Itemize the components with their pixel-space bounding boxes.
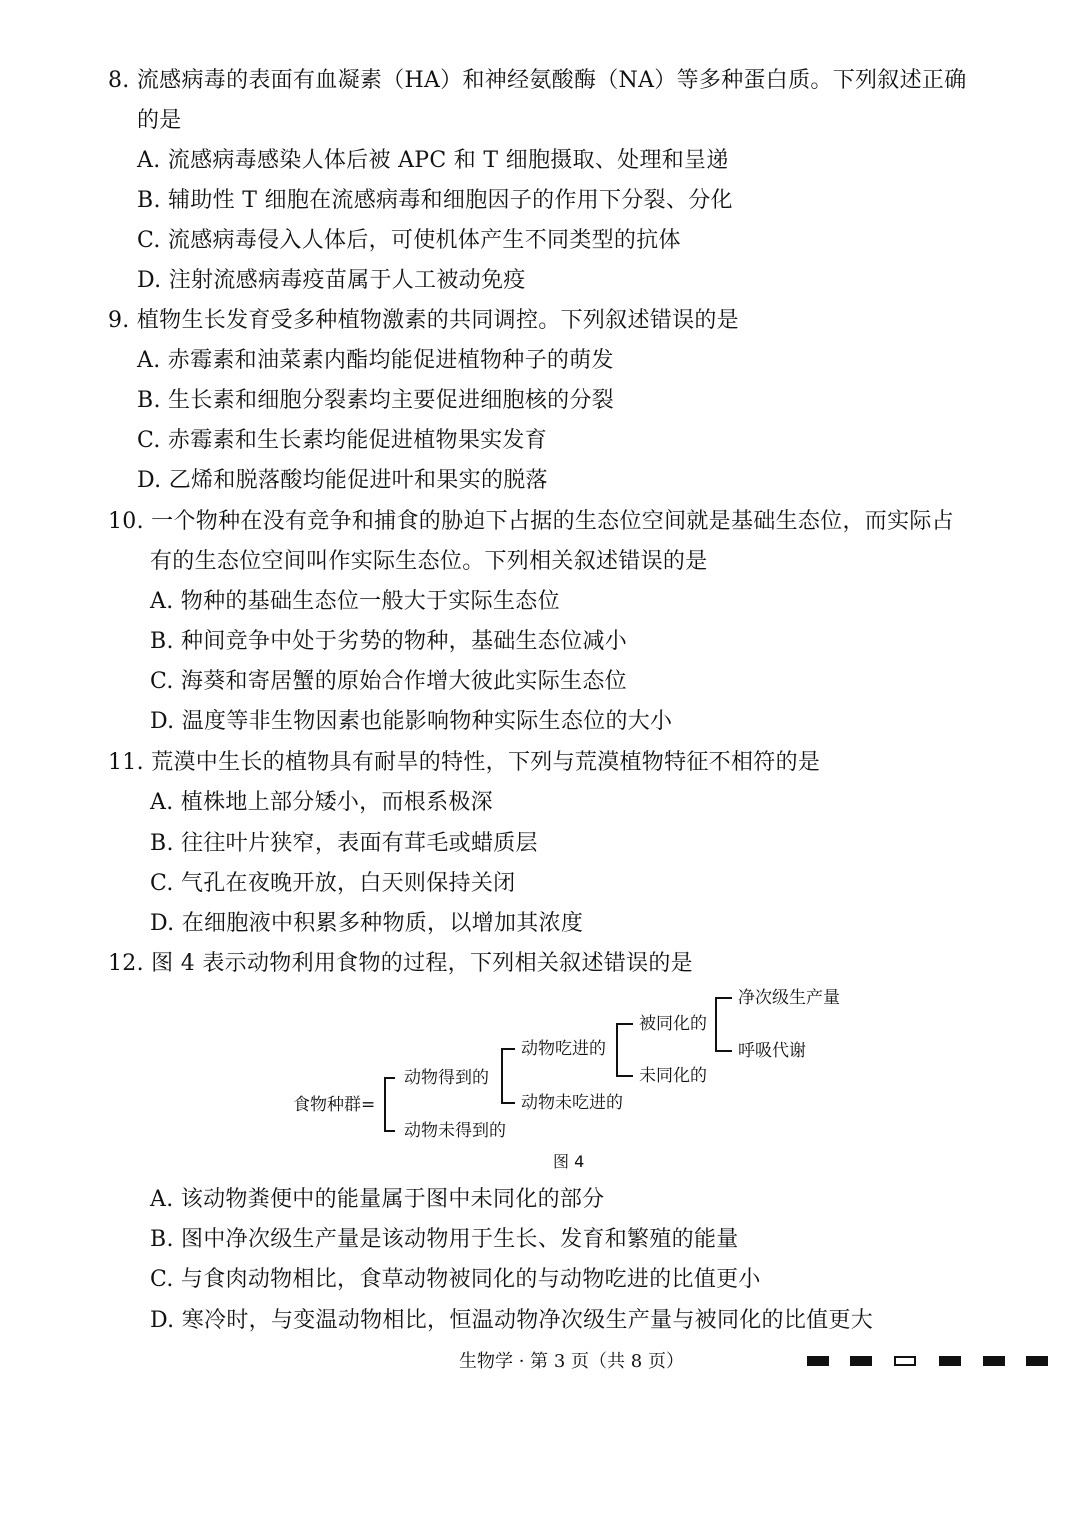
figure4-caption: 图 4 [553, 1152, 585, 1171]
q10-option-b: B. 种间竞争中处于劣势的物种，基础生态位减小 [150, 629, 628, 654]
q8-stem-line2: 的是 [137, 108, 182, 133]
fig4-eaten-label: 动物吃进的 [521, 1039, 606, 1059]
q8-option-b: B. 辅助性 T 细胞在流感病毒和细胞因子的作用下分裂、分化 [137, 188, 733, 213]
bracket-assimilated [716, 998, 732, 1051]
q10-option-c: C. 海葵和寄居蟹的原始合作增大彼此实际生态位 [150, 669, 627, 694]
fig4-not-eaten-label: 动物未吃进的 [521, 1093, 623, 1113]
q9-option-a: A. 赤霉素和油菜素内酯均能促进植物种子的萌发 [137, 348, 614, 373]
q12-option-a: A. 该动物粪便中的能量属于图中未同化的部分 [150, 1187, 605, 1212]
q12-option-d: D. 寒冷时，与变温动物相比，恒温动物净次级生产量与被同化的比值更大 [150, 1308, 874, 1333]
fig4-not-assimilated-label: 未同化的 [639, 1066, 707, 1086]
q10-stem-line1: 10. 一个物种在没有竞争和捕食的胁迫下占据的生态位空间就是基础生态位，而实际占 [108, 509, 954, 534]
scan-mark [850, 1356, 872, 1366]
q11-stem-line1: 11. 荒漠中生长的植物具有耐旱的特性，下列与荒漠植物特征不相符的是 [108, 750, 821, 775]
q9-option-d: D. 乙烯和脱落酸均能促进叶和果实的脱落 [137, 468, 548, 493]
q8-option-d: D. 注射流感病毒疫苗属于人工被动免疫 [137, 268, 526, 293]
page-footer: 生物学 · 第 3 页（共 8 页） [459, 1351, 684, 1372]
q9-option-b: B. 生长素和细胞分裂素均主要促进细胞核的分裂 [137, 388, 615, 413]
q11-option-d: D. 在细胞液中积累多种物质，以增加其浓度 [150, 911, 584, 936]
fig4-respiration-label: 呼吸代谢 [738, 1041, 806, 1061]
fig4-obtained-label: 动物得到的 [404, 1068, 489, 1088]
q8-option-a: A. 流感病毒感染人体后被 APC 和 T 细胞摄取、处理和呈递 [137, 148, 729, 173]
bracket-root [385, 1078, 395, 1131]
bracket-obtained [502, 1049, 515, 1103]
bracket-eaten [617, 1024, 633, 1076]
fig4-not-obtained-label: 动物未得到的 [404, 1121, 506, 1141]
fig4-root-label: 食物种群= [293, 1095, 376, 1115]
fig4-assimilated-label: 被同化的 [639, 1014, 707, 1034]
q11-option-c: C. 气孔在夜晚开放，白天则保持关闭 [150, 871, 516, 896]
q11-option-a: A. 植株地上部分矮小，而根系极深 [150, 790, 493, 815]
scan-mark-hollow [894, 1356, 916, 1366]
scan-mark [807, 1356, 829, 1366]
fig4-net-secondary-production-label: 净次级生产量 [738, 988, 840, 1008]
q9-stem-line1: 9. 植物生长发育受多种植物激素的共同调控。下列叙述错误的是 [108, 308, 739, 333]
q12-option-c: C. 与食肉动物相比，食草动物被同化的与动物吃进的比值更小 [150, 1267, 761, 1292]
q8-stem-line1: 8. 流感病毒的表面有血凝素（HA）和神经氨酸酶（NA）等多种蛋白质。下列叙述正确 [108, 68, 967, 93]
q12-option-b: B. 图中净次级生产量是该动物用于生长、发育和繁殖的能量 [150, 1227, 739, 1252]
scan-mark [939, 1356, 961, 1366]
q10-stem-line2: 有的生态位空间叫作实际生态位。下列相关叙述错误的是 [150, 549, 708, 574]
scan-mark [1026, 1356, 1048, 1366]
q10-option-d: D. 温度等非生物因素也能影响物种实际生态位的大小 [150, 709, 673, 734]
q9-option-c: C. 赤霉素和生长素均能促进植物果实发育 [137, 428, 548, 453]
scan-mark [983, 1356, 1005, 1366]
q8-option-c: C. 流感病毒侵入人体后，可使机体产生不同类型的抗体 [137, 228, 681, 253]
q11-option-b: B. 往往叶片狭窄，表面有茸毛或蜡质层 [150, 831, 538, 856]
q10-option-a: A. 物种的基础生态位一般大于实际生态位 [150, 589, 560, 614]
q12-stem-line1: 12. 图 4 表示动物利用食物的过程，下列相关叙述错误的是 [108, 951, 693, 976]
